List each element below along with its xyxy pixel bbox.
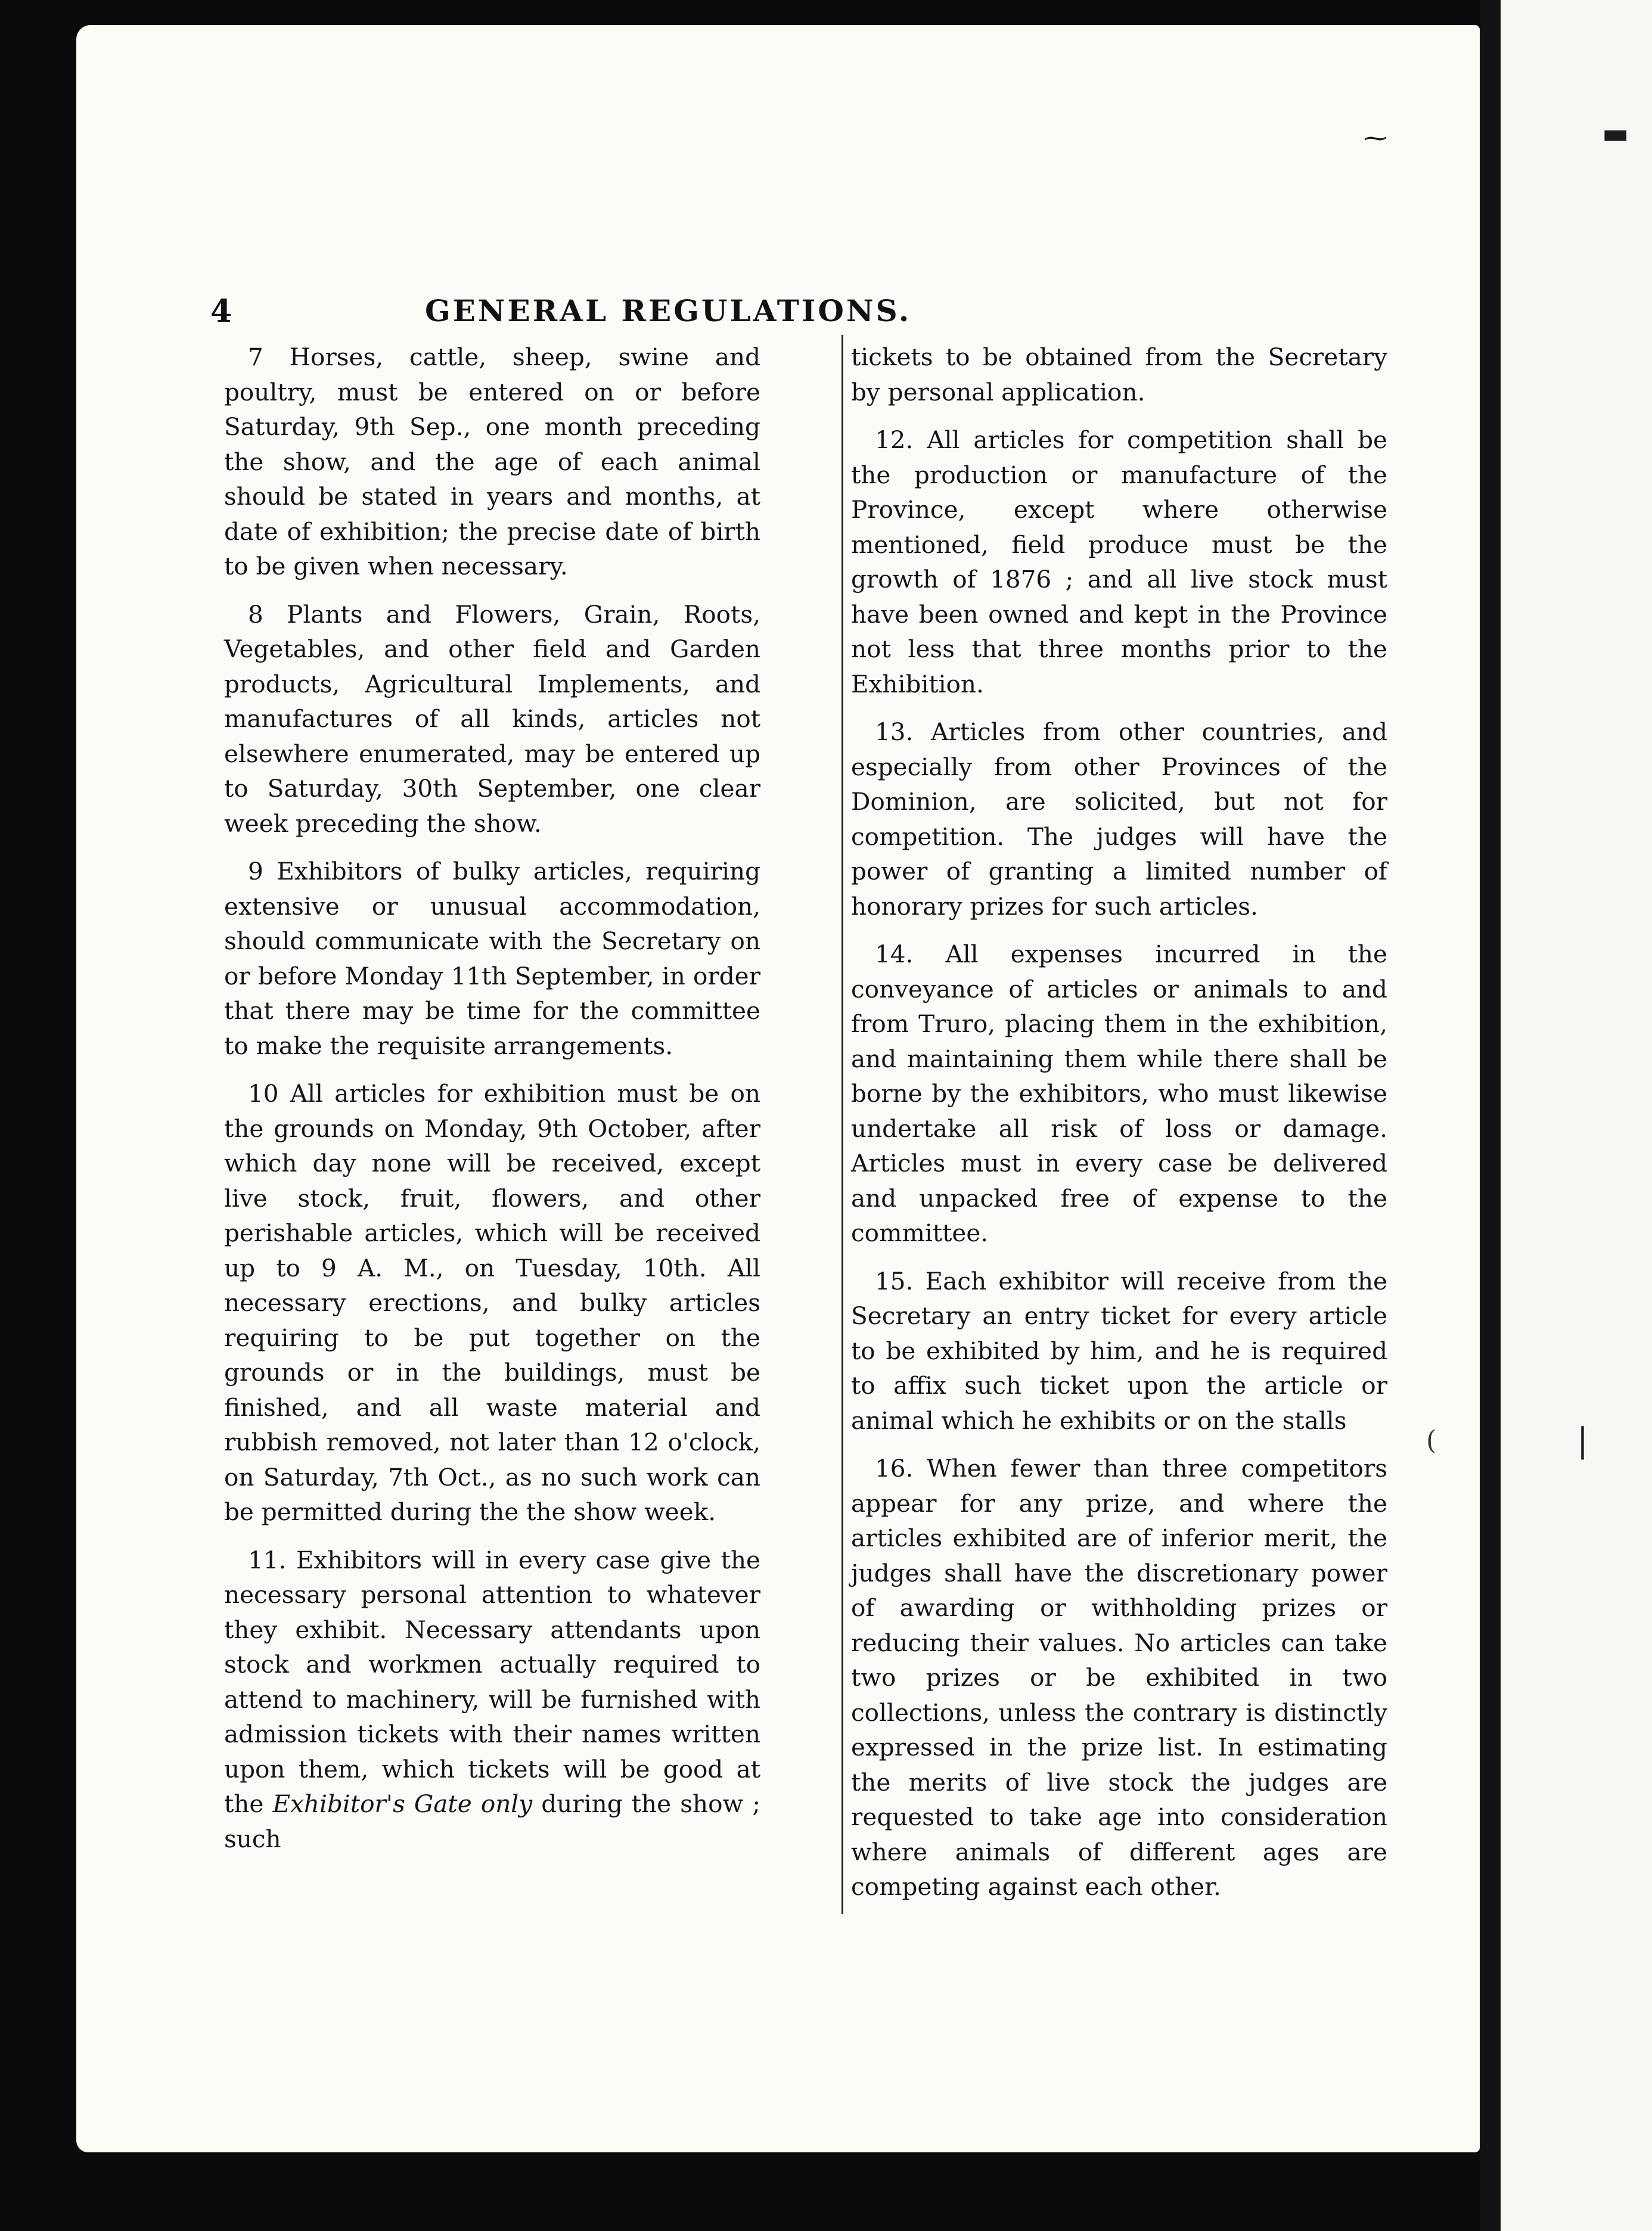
right-column bbox=[851, 340, 1387, 1918]
page-number: 4 bbox=[210, 293, 232, 330]
regulation-11 bbox=[224, 1543, 760, 1857]
page-title: GENERAL REGULATIONS. bbox=[425, 293, 912, 328]
regulation-10: 10 All articles for exhibition must be on the grounds on Monday, 9th October, after which day none will be received, except live stock, fruit, flowers, and other perishable articles, which will be received up to 9 A. M., on Tuesday, 10th. All necessary erections, and bulky articles requiring to be put together on the grounds or in the buildings, must be finished, and all waste material and rubbish removed, not later than 12 o'clock, on Saturday, 7th Oct., as no such work can be permitted during the the show week. bbox=[224, 1079, 760, 1526]
page-gutter bbox=[1480, 0, 1501, 2231]
regulation-12: 12. All articles for competition shall be the production or manufacture of the Province, except where otherwise mentioned, field produce must be the growth of 1876 ; and all live stock must have been owned and kept in the Province not less that three months prior to the Exhibition. bbox=[851, 425, 1387, 698]
ink-smudge-mark: ⁓ bbox=[1364, 125, 1387, 152]
regulation-11-tail: during the show ; such bbox=[224, 1789, 761, 1853]
regulation-14: 14. All expenses incurred in the conveyance of articles or animals to and from Truro, placing them in the exhibition, and maintaining them while there shall be borne by the exhibitors, who must likewise undertake all risk of loss or damage. Articles must in every case be delivered and unpacked free of expense to the committee. bbox=[851, 940, 1387, 1247]
regulation-7: 7 Horses, cattle, sheep, swine and poultry, must be entered on or before Saturday, 9th Sep., one month preceding the show, and the age of each animal should be stated in years and months, at date of exhibition; the precise date of birth to be given when necessary. bbox=[224, 343, 760, 580]
ink-smudge-mark: | bbox=[1577, 1421, 1588, 1460]
document-page bbox=[76, 25, 1480, 2152]
left-column bbox=[224, 340, 760, 1869]
running-head bbox=[76, 293, 1480, 335]
regulation-15: 15. Each exhibitor will receive from the Secretary an entry ticket for every article to be exhibited by him, and he is required to affix such ticket upon the article or animal which he exhibits or on the stalls bbox=[851, 1266, 1387, 1435]
regulation-13: 13. Articles from other countries, and especially from other Provinces of the Dominion, are solicited, but not for competition. The judges will have the power of granting a limited number of honorary prizes for such articles. bbox=[851, 717, 1387, 921]
regulation-11-italic: Exhibitor's Gate only bbox=[272, 1789, 533, 1818]
column-divider bbox=[841, 335, 843, 1914]
ink-smudge-mark: ▬ bbox=[1602, 117, 1629, 150]
regulation-8: 8 Plants and Flowers, Grain, Roots, Vegetables, and other field and Garden products, Agricultural Implements, and manufactures of all kinds, articles not elsewhere enumerated, may be entered up to Saturday, 30th September, one clear week preceding the show. bbox=[224, 599, 760, 838]
regulation-9: 9 Exhibitors of bulky articles, requiring extensive or unusual accommodation, should communicate with the Secretary on or before Monday 11th September, in order that there may be time for the committee to make the requisite arrangements. bbox=[224, 857, 760, 1060]
regulation-16: 16. When fewer than three competitors appear for any prize, and where the articles exhibited are of inferior merit, the judges shall have the discretionary power of awarding or withholding prizes or reducing their values. No articles can take two prizes or be exhibited in two collections, unless the contrary is distinctly expressed in the prize list. In estimating the merits of live stock the judges are requested to take age into consideration where animals of different ages are competing against each other. bbox=[851, 1454, 1387, 1901]
regulation-11-continued: tickets to be obtained from the Secretary by personal application. bbox=[851, 343, 1387, 406]
regulation-11-text: 11. Exhibitors will in every case give the necessary personal attention to whatever they exhibit. Necessary attendants upon stock and workmen actually required to attend to machinery, will be furnished with admission tickets with their names written upon them, which tickets will be good at the bbox=[224, 1545, 760, 1818]
margin-mark: ( bbox=[1426, 1425, 1437, 1456]
adjacent-page-edge bbox=[1501, 0, 1652, 2231]
